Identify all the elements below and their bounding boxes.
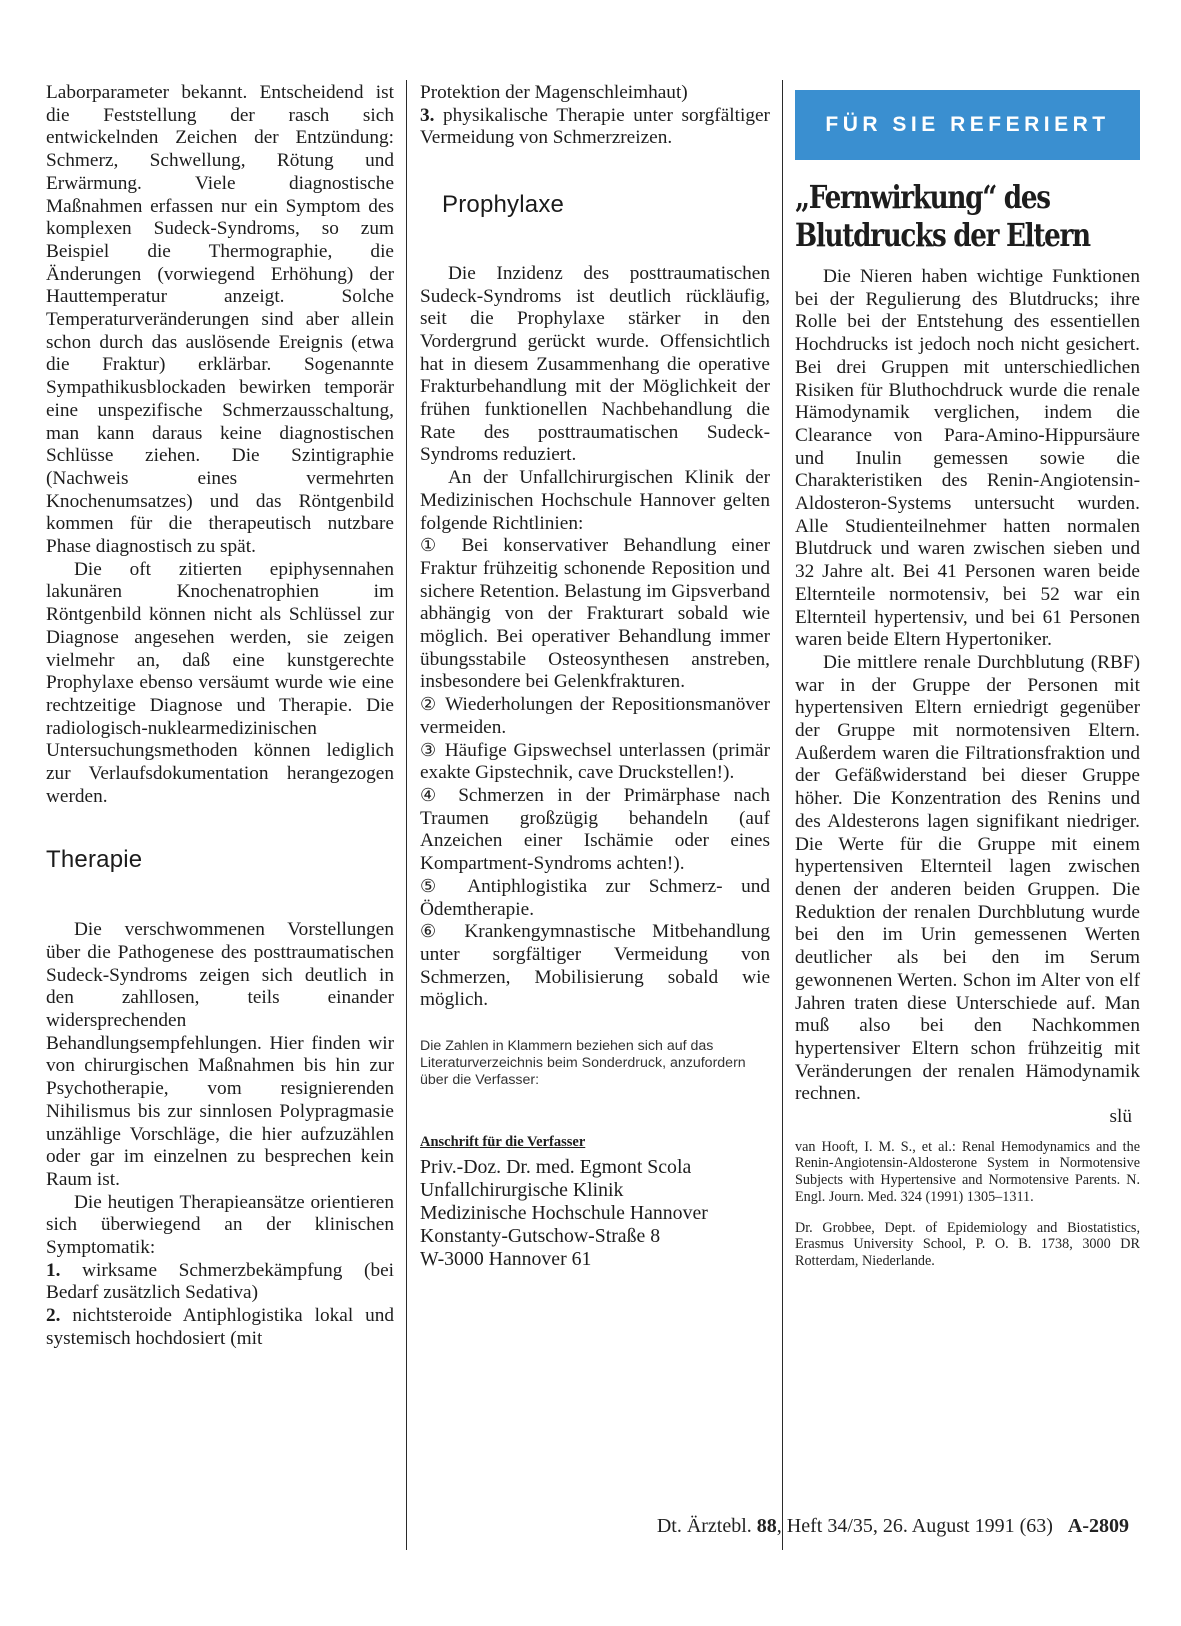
paragraph: Die heutigen Therapieansätze orientieren sich überwiegend an der klinischen Symptomatik: (46, 1191, 394, 1259)
author-signature-row (795, 1106, 1140, 1129)
address-heading: Anschrift für die Verfasser (420, 1134, 586, 1151)
address-line: Unfallchirurgische Klinik (420, 1178, 624, 1201)
paragraph: An der Unfallchirurgischen Klinik der Medizinischen Hochschule Hannover gelten folgende Richtlinien: (420, 467, 770, 534)
literature-reference: van Hooft, I. M. S., et al.: Renal Hemodynamics and the Renin-Angiotensin-Aldosterone System in Normotensive Subjects with Hypertensive and Normotensive Parents. N. Engl. Journ. Med. 324 (1991) 1305–1311. (795, 1138, 1140, 1205)
reference-note: Die Zahlen in Klammern beziehen sich auf das Literaturverzeichnis beim Sonderdruck, anzufordern über die Verfasser: (420, 1038, 746, 1089)
column-3 (795, 82, 1140, 1270)
paragraph: Die Inzidenz des posttraumatischen Sudeck-Syndroms ist deutlich rückläufig, seit die Prophylaxe stärker in den Vordergrund gerückt wurde. Offensichtlich hat in diesem Zusammenhang die operative Frakturbehandlung mit der Möglichkeit der frühen funktionellen Nachbehandlung die Rate des posttraumatischen Sudeck-Syndroms reduziert. (420, 262, 770, 466)
section-heading-prophylaxe: Prophylaxe (442, 191, 565, 219)
column-divider (406, 80, 407, 1550)
list-item: 3. physikalische Therapie unter sorgfältiger Vermeidung von Schmerzreizen. (420, 104, 770, 149)
author-signature: slü (1109, 1106, 1132, 1128)
paragraph: Die verschwommenen Vorstellungen über die Pathogenese des posttraumatischen Sudeck-Syndroms zeigen sich deutlich in den zahllosen, teils einander widersprechenden Behandlungsempfehlungen. Hier finden wir von chirurgischen Maßnahmen bis hin zur Psychotherapie, vom resignierenden Nihilismus bis zur sinnlosen Polypragmasie unzählige Vorschläge, die hier aufzuzählen oder gar im einzelnen zu besprechen kein Raum ist. (46, 919, 394, 1190)
paragraph: Protektion der Magenschleimhaut) (420, 82, 688, 103)
author-address (420, 1156, 770, 1271)
address-line: Konstanty-Gutschow-Straße 8 (420, 1224, 661, 1247)
list-item: 2. nichtsteroide Antiphlogistika lokal und systemisch hochdosiert (mit (46, 1305, 394, 1349)
column-divider (782, 80, 783, 1550)
column-2 (420, 82, 770, 1271)
page-number: A-2809 (1067, 1515, 1129, 1537)
paragraph: Die mittlere renale Durchblutung (RBF) war in der Gruppe der Personen mit hypertensiven Eltern erniedrigt gegenüber der Gruppe mit normotensiven Eltern. Außerdem waren die Filtrationsfraktion und der Gefäßwiderstand bei dieser Gruppe höher. Die Konzentration des Renins und des Aldesterons lagen signifikant niedriger. Die Werte für die Gruppe mit einem hypertensiven Elternteil lagen zwischen denen der anderen beiden Gruppen. Die Reduktion der renalen Durchblutung wurde bei den im Urin gemessenen Werten deutlicher als bei den im Serum gewonnenen Werten. Schon im Alter von elf Jahren traten diese Unterschiede auf. Man muß also bei den Nachkommen hypertensiver Eltern schon frühzeitig mit Veränderungen der renalen Hämodynamik rechnen. (795, 651, 1140, 1105)
article-title: „Fernwirkung“ des Blutdrucks der Eltern (795, 178, 1090, 254)
guideline-item: ⑤ Antiphlogistika zur Schmerz- und Ödemtherapie. (420, 875, 770, 920)
guideline-item: ④ Schmerzen in der Primärphase nach Traumen großzügig behandeln (auf Anzeichen einer Ischämie oder eines Kompartment-Syndroms achten!). (420, 784, 770, 875)
guideline-item: ② Wiederholungen der Repositionsmanöver vermeiden. (420, 694, 770, 738)
guideline-item: ① Bei konservativer Behandlung einer Fraktur frühzeitig schonende Reposition und sichere Retention. Belastung im Gipsverband abhängig von der Frakturart sobald wie möglich. Bei operativer Behandlung immer übungsstabile Osteosynthesen anstreben, insbesondere bei Gelenkfrakturen. (420, 535, 771, 693)
address-line: W-3000 Hannover 61 (420, 1247, 592, 1270)
paragraph: Die oft zitierten epiphysennahen lakunären Knochenatrophien im Röntgenbild können nicht als Schlüssel zur Diagnose angesehen werden, sie zeigen vielmehr an, daß eine kunstgerechte Prophylaxe ebenso versäumt wurde wie eine rechtzeitige Diagnose und Therapie. Die radiologisch-nuklearmedizinischen Untersuchungsmethoden können lediglich zur Verlaufsdokumentation herangezogen werden. (46, 558, 394, 807)
list-item: 1. wirksame Schmerzbekämpfung (bei Bedarf zusätzlich Sedativa) (46, 1259, 394, 1304)
paragraph: Laborparameter bekannt. Entscheidend ist die Feststellung der rasch sich entwickelnden Zeichen der Entzündung: Schmerz, Schwellung, Rötung und Erwärmung. Viele diagnostische Maßnahmen erfassen nur ein Symptom des komplexen Sudeck-Syndroms, so zum Beispiel die Thermographie, die Änderungen (vorwiegend Erhöhung) der Hauttemperatur anzeigt. Solche Temperaturveränderungen sind aber allein schon durch das auslösende Ereignis (etwa die Fraktur) erklärbar. Sogenannte Sympathikusblockaden bewirken temporär eine unspezifische Schmerzausschaltung, man kann daraus keine diagnostischen Schlüsse ziehen. Die Szintigraphie (Nachweis eines vermehrten Knochenumsatzes) und das Röntgenbild kommen für die therapeutisch nutzbare Phase diagnostisch zu spät. (46, 82, 394, 558)
column-1 (46, 82, 394, 1351)
section-banner: FÜR SIE REFERIERT (795, 90, 1140, 160)
guideline-list (420, 535, 770, 1012)
guideline-item: ⑥ Krankengymnastische Mitbehandlung unter sorgfältiger Vermeidung von Schmerzen, Mobilisierung sobald wie möglich. (420, 921, 770, 1011)
contact-address: Dr. Grobbee, Dept. of Epidemiology and Biostatistics, Erasmus University School, P. O. B. 1738, 3000 DR Rotterdam, Niederlande. (795, 1219, 1140, 1269)
guideline-item: ③ Häufige Gipswechsel unterlassen (primär exakte Gipstechnik, cave Druckstellen!). (420, 739, 770, 784)
paragraph: Die Nieren haben wichtige Funktionen bei der Regulierung des Blutdrucks; ihre Rolle bei der Entstehung des essentiellen Hochdrucks ist jedoch noch nicht gesichert. Bei drei Gruppen mit unterschiedlichen Risiken für Bluthochdruck wurde die renale Hämodynamik verglichen, indem die Clearance von Para-Amino-Hippursäure und Inulin gemessen sowie die Charakteristiken des Renin-Angiotensin-Aldosteron-Systems untersucht wurden. Alle Studienteilnehmer hatten normalen Blutdruck und waren zwischen sieben und 32 Jahre alt. Bei 41 Personen waren beide Elternteile normotensiv, bei 52 war ein Elternteil hypertensiv, und bei 61 Personen waren beide Eltern Hypertoniker. (795, 266, 1140, 651)
address-line: Medizinische Hochschule Hannover (420, 1201, 708, 1224)
section-heading-therapy: Therapie (46, 845, 143, 873)
page-footer: Dt. Ärztebl. 88, Heft 34/35, 26. August 1991 (63) A-2809 (656, 1515, 1129, 1537)
address-line: Priv.-Doz. Dr. med. Egmont Scola (420, 1155, 692, 1178)
